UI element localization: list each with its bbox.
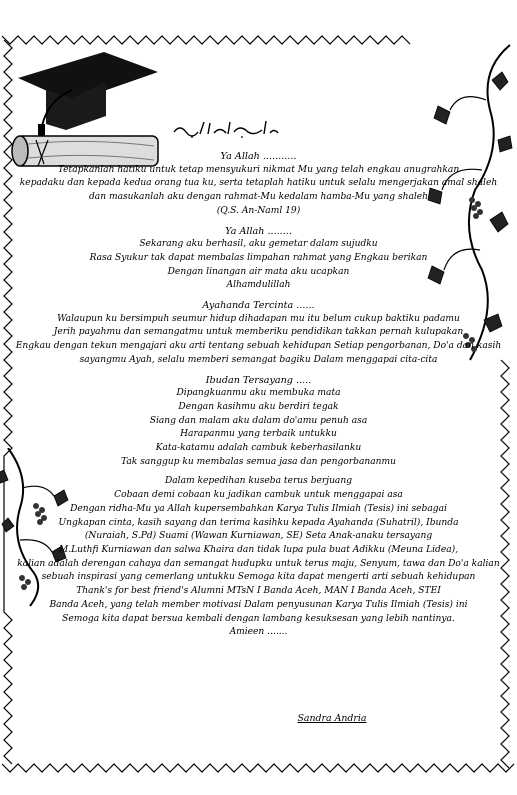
gratitude-line: Alhamdulillah (226, 280, 291, 291)
father-line: Walaupun ku bersimpuh seumur hidup dihadapan mu itu belum cukup baktiku padamu (57, 313, 460, 324)
closing-line: Banda Aceh, yang telah member motivasi Dalam penyusunan Karya Tulis Ilmiah (Tesis) ini (49, 599, 468, 610)
signature: Sandra Andria (297, 713, 367, 724)
mother-line: Kata-katamu adalah cambuk keberhasilanku (155, 443, 362, 454)
closing-line: Dalam kepedihan kuseba terus berjuang (164, 476, 353, 487)
basmala-calligraphy (170, 118, 280, 140)
gratitude-block (0, 225, 517, 294)
amen-line: Amieen ....... (229, 627, 288, 638)
closing-line: Thank's for best friend's Alumni MTsN I Banda Aceh, MAN I Banda Aceh, STEI (76, 586, 441, 597)
quran-reference: (Q.S. An-Naml 19) (216, 205, 301, 216)
closing-line: (Nuraiah, S.Pd) Suami (Wawan Kurniawan, SE) Seta Anak-anaku tersayang (84, 531, 433, 542)
prayer-block (0, 150, 517, 219)
prayer-line: kepadaku dan kepada kedua orang tua ku, serta tetaplah hatiku untuk selalu mengerjakan amal shaleh (19, 178, 498, 189)
closing-block (0, 475, 517, 639)
gratitude-line: Rasa Syukur tak dapat membalas limpahan rahmat yang Engkau berikan (89, 252, 428, 263)
mother-line: Harapanmu yang terbaik untukku (180, 429, 337, 440)
closing-line: Dengan ridha-Mu ya Allah kupersembahkan Karya Tulis Ilmiah (Tesis) ini sebagai (70, 503, 447, 514)
father-line: Engkau dengan tekun mengajari aku arti tentang sebuah kehidupan Setiap pengorbanan, Do'a dan kasih (15, 341, 502, 352)
mother-line: Dengan kasihmu aku berdiri tegak (178, 401, 339, 412)
father-line: sayangmu Ayah, selalu memberi semangat bagiku Dalam menggapai cita-cita (79, 354, 438, 365)
gratitude-line: Dengan linangan air mata aku ucapkan (167, 266, 350, 277)
closing-line: Ungkapan cinta, kasih sayang dan terima kasihku kepada Ayahanda (Suhatril), Ibunda (58, 517, 459, 528)
mother-line: Siang dan malam aku dalam do'amu penuh asa (149, 415, 368, 426)
closing-line: sebuah inspirasi yang cemerlang untukku Semoga kita dapat mengerti arti sebuah kehidupan (41, 572, 476, 583)
closing-line: Cobaan demi cobaan ku jadikan cambuk untuk menggapai asa (114, 490, 403, 501)
prayer-line: Tetapkanlah hatiku untuk tetap mensyukuri nikmat Mu yang telah engkau anugrahkan (57, 164, 460, 175)
closing-line: Semoga kita dapat bersua kembali dengan lambang kesuksesan yang lebih nantinya. (62, 613, 455, 624)
gratitude-heading: Ya Allah ........ (225, 225, 292, 237)
prayer-heading: Ya Allah ........... (220, 151, 297, 162)
gratitude-line: Sekarang aku berhasil, aku gemetar dalam sujudku (139, 239, 378, 250)
father-heading: Ayahanda Tercinta ...... (202, 300, 315, 312)
prayer-line: dan masukanlah aku dengan rahmat-Mu kedalam hamba-Mu yang shaleh (88, 192, 429, 203)
closing-line: kalian adalah derengan cahaya dan semangat hudupku untuk terus maju, Senyum, tawa dan Do'a kalian (17, 558, 500, 569)
mother-line: Dipangkuanmu aku membuka mata (176, 388, 341, 399)
mother-heading: Ibudan Tersayang ..... (205, 374, 312, 386)
father-block (0, 299, 517, 368)
mother-block (0, 374, 517, 470)
mother-line: Tak sanggup ku membalas semua jasa dan pengorbananmu (121, 456, 396, 467)
graduation-cap-icon (18, 52, 158, 140)
father-line: Jerih payahmu dan semangatmu untuk memberiku pendidikan takkan pernah kulupakan (53, 327, 464, 338)
closing-line: M.Luthfi Kurniawan dan salwa Khaira dan tidak lupa pula buat Adikku (Meuna Lidea), (58, 544, 459, 555)
dedication-text (0, 150, 517, 644)
